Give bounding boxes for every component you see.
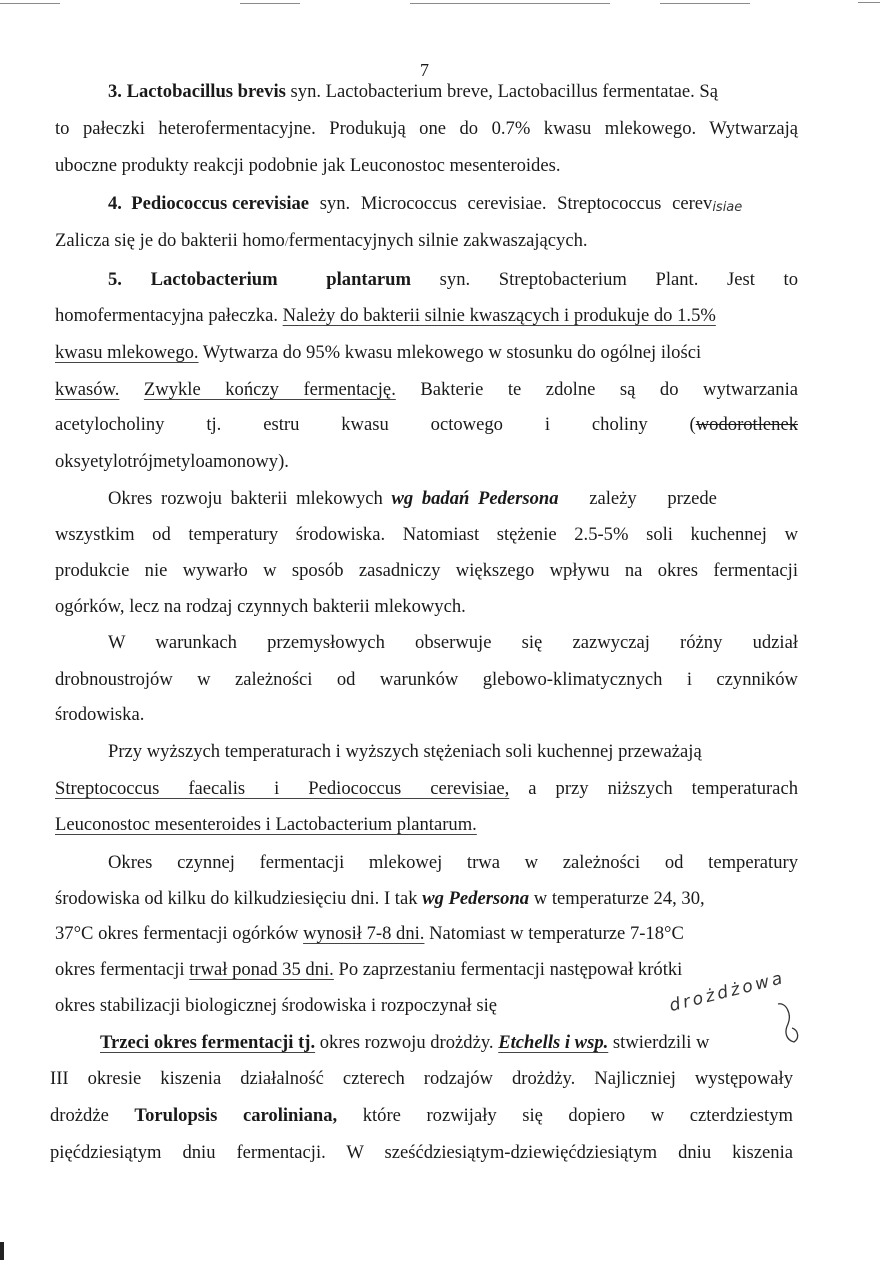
p7-line-4 [55, 958, 798, 982]
p8-line-4: pięćdziesiątym dniu fermentacji. W sześćdziesiątym-dziewięćdziesiątym dniu kiszenia [50, 1142, 793, 1163]
p6-line-3-text: Leuconostoc mesenteroides i Lactobacterium plantarum. [55, 814, 477, 835]
p4-line-1b: wg badań Pedersona [391, 488, 559, 509]
p7-line-2a: środowiska od kilku do kilkudziesięciu dni. I tak [55, 888, 423, 909]
p7-line-4c: Po zaprzestaniu fermentacji następował krótki [333, 959, 683, 980]
p3-line-1 [108, 268, 798, 292]
p2-number: 4. [108, 193, 122, 214]
p2-correction-mark: / [284, 235, 289, 250]
p1-species-b: bacillus brevis [172, 81, 286, 102]
p2-species: Pediococcus cerevisiae [131, 193, 310, 214]
p4-line-4: ogórków, lecz na rodzaj czynnych bakterii mlekowych. [55, 596, 466, 617]
p3-line-2b: Należy do bakterii silnie kwaszących i produkuje do 1.5% [282, 305, 716, 326]
p4-line-2: wszystkim od temperatury środowiska. Natomiast stężenie 2.5-5% soli kuchennej w [55, 524, 798, 545]
p8-line-3c: które rozwijały się dopiero w czterdziestym [337, 1105, 793, 1126]
page-number: 7 [420, 60, 429, 80]
p2-line-2 [55, 229, 588, 255]
p3-number: 5. [108, 269, 122, 290]
p3-line-5b: wodorotlenek [695, 414, 798, 435]
p7-line-4b: trwał ponad 35 dni. [189, 959, 334, 980]
p1-line-3: uboczne produkty reakcji podobnie jak Leuconostoc mesenteroides. [55, 155, 561, 176]
p3-line-4 [55, 378, 798, 402]
p7-line-3a: 37°C okres fermentacji ogórków [55, 923, 304, 944]
p3-line-4c: Bakterie te zdolne są do wytwarzania [420, 379, 798, 400]
top-scan-line [0, 3, 893, 4]
p3-line-5 [55, 413, 798, 437]
p2-line-2b: fermentacyjnych silnie zakwaszających. [288, 230, 588, 251]
p8-line-1a: Trzeci okres fermentacji tj. [100, 1032, 316, 1053]
p1-species-a: Lacto [126, 81, 173, 102]
p6-line-3 [55, 813, 477, 837]
handwritten-curl-mark [776, 1000, 802, 1046]
p6-line-2a: Streptococcus faecalis i Pediococcus cerevisiae, [55, 778, 510, 799]
p3-line-3b: Wytwarza do 95% kwasu mlekowego w stosunku do ogólnej ilości [198, 342, 702, 363]
p6-line-2b: a przy niższych temperaturach [509, 778, 798, 799]
p8-line-1b: okres rozwoju drożdży. [315, 1032, 499, 1053]
p4-line-1 [108, 487, 798, 511]
p3-line-3a: kwasu mlekowego. [55, 342, 199, 363]
p5-line-2: drobnoustrojów w zależności od warunków glebowo-klimatycznych i czynników [55, 669, 798, 690]
p8-line-1 [100, 1031, 709, 1055]
p3-line-4b: Zwykle kończy fermentację. [143, 379, 396, 400]
p3-line-1-text: syn. Streptobacterium Plant. Jest to [439, 269, 798, 290]
p8-line-3a: drożdże [50, 1105, 135, 1126]
p1-number: 3. [108, 81, 122, 102]
handwritten-note: drożdżowa [667, 967, 788, 1017]
p7-line-1: Okres czynnej fermentacji mlekowej trwa w zależności od temperatury [108, 852, 798, 873]
p8-line-3 [50, 1104, 793, 1128]
scan-edge-mark [0, 1242, 4, 1260]
p3-line-2a: homofermentacyjna pałeczka. [55, 305, 283, 326]
p4-line-3: produkcie nie wywarło w sposób zasadniczy większego wpływu na okres fermentacji [55, 560, 798, 581]
p8-line-2: III okresie kiszenia działalność czterech rodzajów drożdży. Najliczniej występowały [50, 1068, 793, 1089]
p3-line-4a: kwasów. [55, 379, 120, 400]
p7-line-2c: w temperaturze 24, 30, [529, 888, 705, 909]
p5-line-3: środowiska. [55, 704, 145, 725]
p1-line-1 [108, 80, 718, 104]
p7-line-3b: wynosił 7-8 dni. [303, 923, 425, 944]
p2-line-1-text: syn. Micrococcus cerevisiae. Streptococcus cerev [309, 193, 713, 214]
p8-line-1d: stwierdzili w [608, 1032, 710, 1053]
p3-line-2 [55, 304, 716, 328]
p5-line-1: W warunkach przemysłowych obserwuje się zazwyczaj różny udział [108, 632, 798, 653]
p6-line-2 [55, 777, 798, 801]
p2-line-1 [108, 192, 798, 218]
p1-line-1-text: syn. Lactobacterium breve, Lactobacillus fermentatae. Są [285, 81, 719, 102]
p7-line-4a: okres fermentacji [55, 959, 190, 980]
p3-line-6: oksyetylotrójmetyloamonowy). [55, 451, 289, 472]
p8-line-1c: Etchells i wsp. [498, 1032, 609, 1053]
p3-line-5a: acetylocholiny tj. estru kwasu octowego i choliny ( [55, 414, 696, 435]
p4-line-1a: Okres rozwoju bakterii mlekowych [108, 488, 392, 509]
p3-line-3 [55, 341, 701, 365]
p2-handwritten-tail: isiae [712, 200, 743, 215]
p2-line-2a: Zalicza się je do bakterii homo [55, 230, 285, 251]
p7-line-2b: wg Pedersona [422, 888, 530, 909]
p1-line-2: to pałeczki heterofermentacyjne. Produkują one do 0.7% kwasu mlekowego. Wytwarzają [55, 118, 798, 139]
p7-line-3 [55, 922, 798, 946]
p7-line-2 [55, 887, 798, 911]
p7-line-3c: Natomiast w temperaturze 7-18°C [424, 923, 684, 944]
p3-species: Lactobacterium plantarum [150, 269, 411, 290]
p6-line-1: Przy wyższych temperaturach i wyższych stężeniach soli kuchennej przeważają [108, 741, 702, 762]
p4-line-1c: zależy przede [558, 488, 717, 509]
p7-line-5: okres stabilizacji biologicznej środowiska i rozpoczynał się [55, 995, 497, 1016]
p8-species: Torulopsis caroliniana, [134, 1105, 338, 1126]
